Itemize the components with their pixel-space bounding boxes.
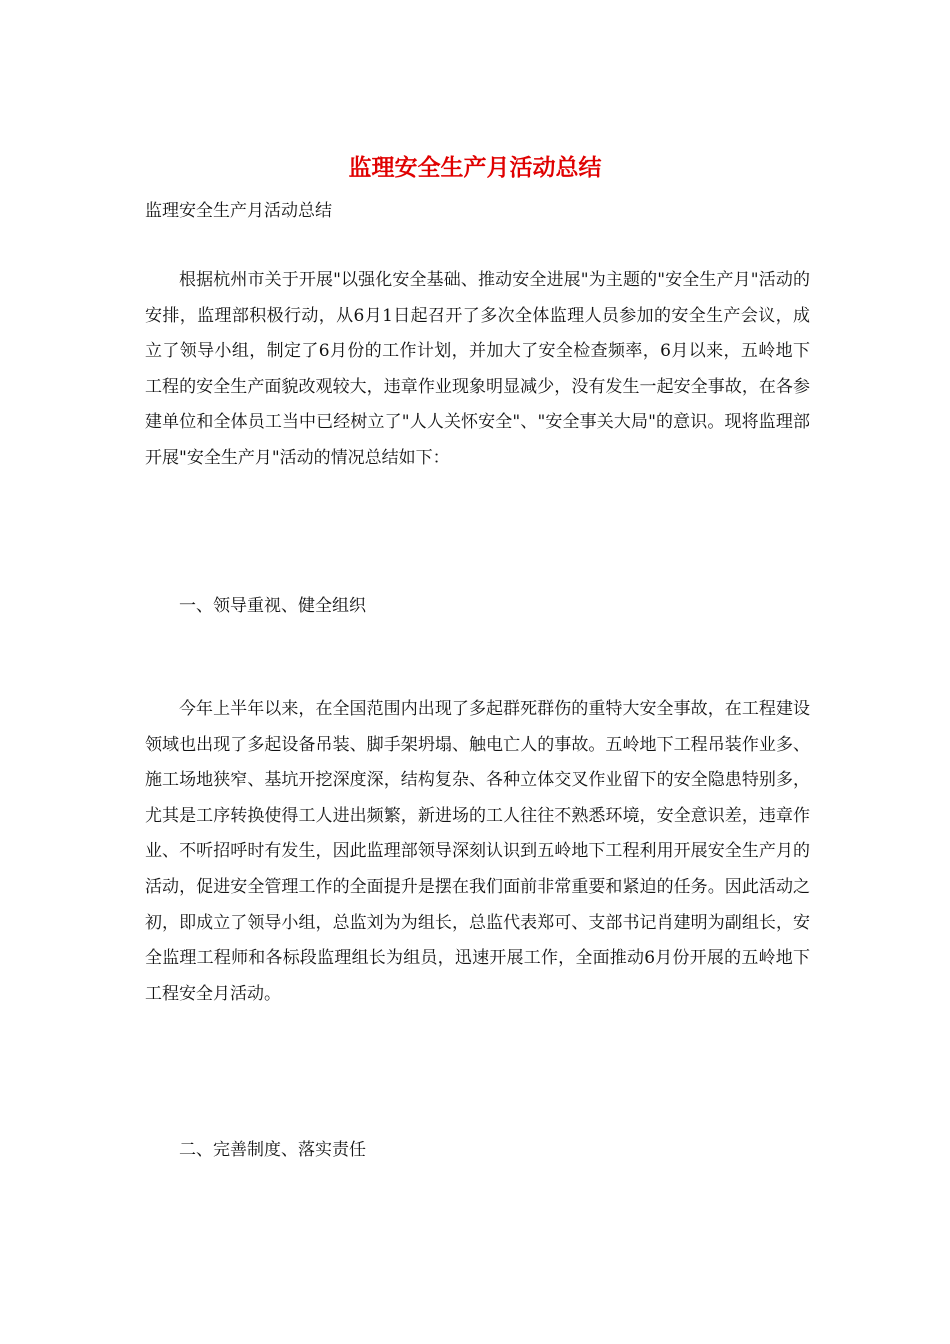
- section-1-paragraph: 今年上半年以来，在全国范围内出现了多起群死群伤的重特大安全事故，在工程建设领域也出现了多起设备吊装、脚手架坍塌、触电亡人的事故。五岭地下工程吊装作业多、施工场地狭窄、基坑开挖深度深，结构复杂、各种立体交叉作业留下的安全隐患特别多，尤其是工序转换使得工人进出频繁，新进场的工人往往不熟悉环境，安全意识差，违章作业、不听招呼时有发生，因此监理部领导深刻认识到五岭地下工程利用开展安全生产月的活动，促进安全管理工作的全面提升是摆在我们面前非常重要和紧迫的任务。因此活动之初，即成立了领导小组，总监刘为为组长，总监代表郑可、支部书记肖建明为副组长，安全监理工程师和各标段监理组长为组员，迅速开展工作，全面推动6月份开展的五岭地下工程安全月活动。: [145, 699, 810, 1004]
- section-heading-1: 一、领导重视、健全组织: [179, 596, 366, 616]
- intro-paragraph: 根据杭州市关于开展"以强化安全基础、推动安全进展"为主题的"安全生产月"活动的安排，监理部积极行动，从6月1日起召开了多次全体监理人员参加的安全生产会议，成立了领导小组，制定了6月份的工作计划，并加大了安全检查频率，6月以来，五岭地下工程的安全生产面貌改观较大，违章作业现象明显减少，没有发生一起安全事故，在各参建单位和全体员工当中已经树立了"人人关怀安全"、"安全事关大局"的意识。现将监理部开展"安全生产月"活动的情况总结如下：: [145, 270, 810, 468]
- document-title: 监理安全生产月活动总结: [348, 154, 602, 181]
- document-subtitle: 监理安全生产月活动总结: [145, 201, 332, 221]
- section-heading-2: 二、完善制度、落实责任: [179, 1140, 366, 1160]
